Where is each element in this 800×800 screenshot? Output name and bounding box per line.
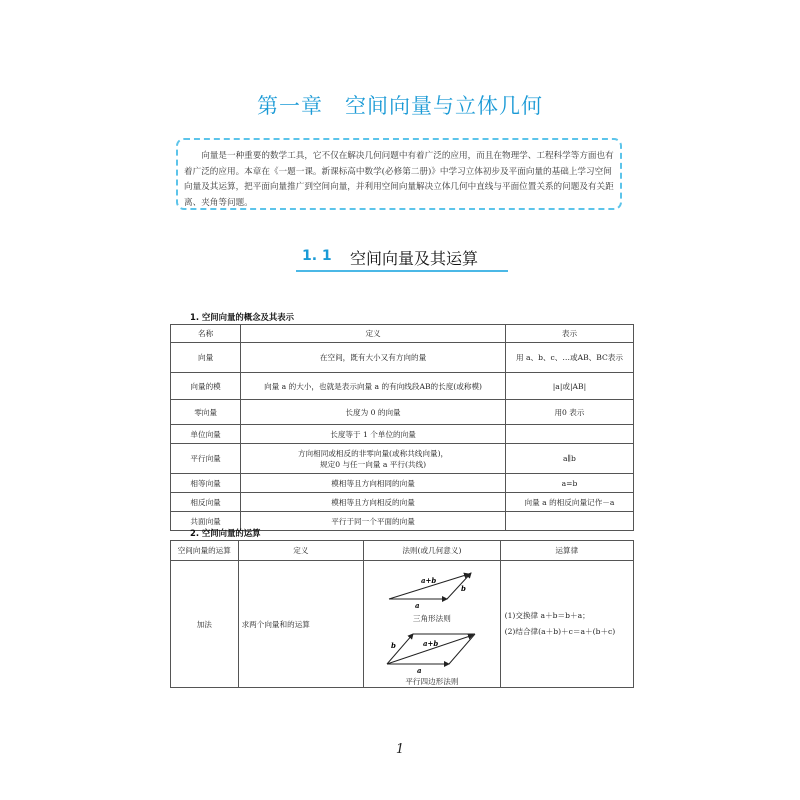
table-row [171, 493, 634, 512]
concept-name: 向量的模 [171, 373, 241, 400]
definition-line: 方向相同或相反的非零向量(或称共线向量)， [297, 448, 449, 458]
concept-name: 平行向量 [171, 444, 241, 474]
column-header: 定义 [238, 541, 364, 561]
triangle-rule-figure [367, 561, 497, 611]
operations-heading: 2. 空间向量的运算 [190, 528, 261, 538]
concept-name: 相等向量 [171, 474, 241, 493]
commutative-law: (1)交换律 a＋b＝b＋a； [504, 611, 590, 620]
table-row [171, 561, 634, 688]
label-a: a [414, 601, 420, 610]
parallelogram-rule-caption: 平行四边形法则 [405, 677, 459, 686]
concept-notation: a∥b [505, 444, 633, 474]
label-sum: a+b [422, 639, 439, 648]
intro-box [176, 138, 622, 210]
section-title: 空间向量及其运算 [350, 249, 479, 268]
concept-definition: 在空间，既有大小又有方向的量 [241, 343, 506, 373]
concept-notation: |a|或|AB| [505, 373, 633, 400]
column-header: 运算律 [500, 541, 633, 561]
concept-name: 零向量 [171, 400, 241, 425]
concept-notation: 用 a、b、c、…或AB、BC表示 [505, 343, 633, 373]
concept-name: 单位向量 [171, 425, 241, 444]
label-b: b [460, 584, 466, 593]
concept-notation: a=b [505, 474, 633, 493]
operation-name: 加法 [171, 561, 239, 688]
parallelogram-rule-figure [367, 624, 497, 674]
column-header: 空间向量的运算 [171, 541, 239, 561]
section-heading [296, 246, 508, 272]
table-header-row [171, 325, 634, 343]
concept-definition: 向量 a 的大小，也就是表示向量 a 的有向线段AB的长度(或称模) [241, 373, 506, 400]
page-number: 1 [395, 742, 405, 757]
concept-name: 向量 [171, 343, 241, 373]
operations-table [170, 540, 634, 688]
concept-definition: 模相等且方向相反的向量 [241, 493, 506, 512]
concept-definition: 平行于同一个平面的向量 [241, 512, 506, 531]
concepts-table [170, 324, 634, 531]
concept-definition [241, 444, 506, 474]
concept-definition: 长度等于 1 个单位的向量 [241, 425, 506, 444]
operation-laws [500, 561, 633, 688]
table-row [171, 425, 634, 444]
concept-notation [505, 425, 633, 444]
label-b: b [390, 641, 396, 650]
table-row [171, 343, 634, 373]
table-row [171, 373, 634, 400]
chapter-title: 第一章 空间向量与立体几何 [257, 94, 543, 118]
concept-name: 相反向量 [171, 493, 241, 512]
column-header: 表示 [505, 325, 633, 343]
label-a: a [416, 666, 422, 674]
section-number: 1. 1 [302, 248, 332, 264]
column-header: 名称 [171, 325, 241, 343]
definition-line: 规定0 与任一向量 a 平行(共线) [320, 459, 427, 469]
table-row [171, 400, 634, 425]
associative-law: (2)结合律(a＋b)＋c＝a＋(b＋c) [504, 627, 616, 636]
column-header: 法则(或几何意义) [364, 541, 500, 561]
operation-definition: 求两个向量和的运算 [238, 561, 364, 688]
concept-definition: 长度为 0 的向量 [241, 400, 506, 425]
table-row [171, 474, 634, 493]
intro-text: 向量是一种重要的数学工具，它不仅在解决几何问题中有着广泛的应用，而且在物理学、工程科学等方面也有着广泛的应用。本章在《一题一课。新课标高中数学(必修第二册)》中学习立体初步及平面向量的基础上学习空间向量及其运算，把平面向量推广到空间向量，并利用空间向量解决立体几何中直线与平面位置关系的问题及有关距离、夹角等问题。 [184, 151, 614, 208]
table-header-row [171, 541, 634, 561]
concept-notation: 用0 表示 [505, 400, 633, 425]
concept-notation [505, 512, 633, 531]
table-row [171, 444, 634, 474]
operation-rule-cell [364, 561, 500, 688]
concept-notation: 向量 a 的相反向量记作－a [505, 493, 633, 512]
label-sum: a+b [420, 576, 437, 585]
concept-definition: 模相等且方向相同的向量 [241, 474, 506, 493]
triangle-rule-caption: 三角形法则 [412, 614, 451, 623]
concepts-heading: 1. 空间向量的概念及其表示 [190, 312, 295, 322]
concept-name: 共面向量 [171, 512, 241, 531]
column-header: 定义 [241, 325, 506, 343]
